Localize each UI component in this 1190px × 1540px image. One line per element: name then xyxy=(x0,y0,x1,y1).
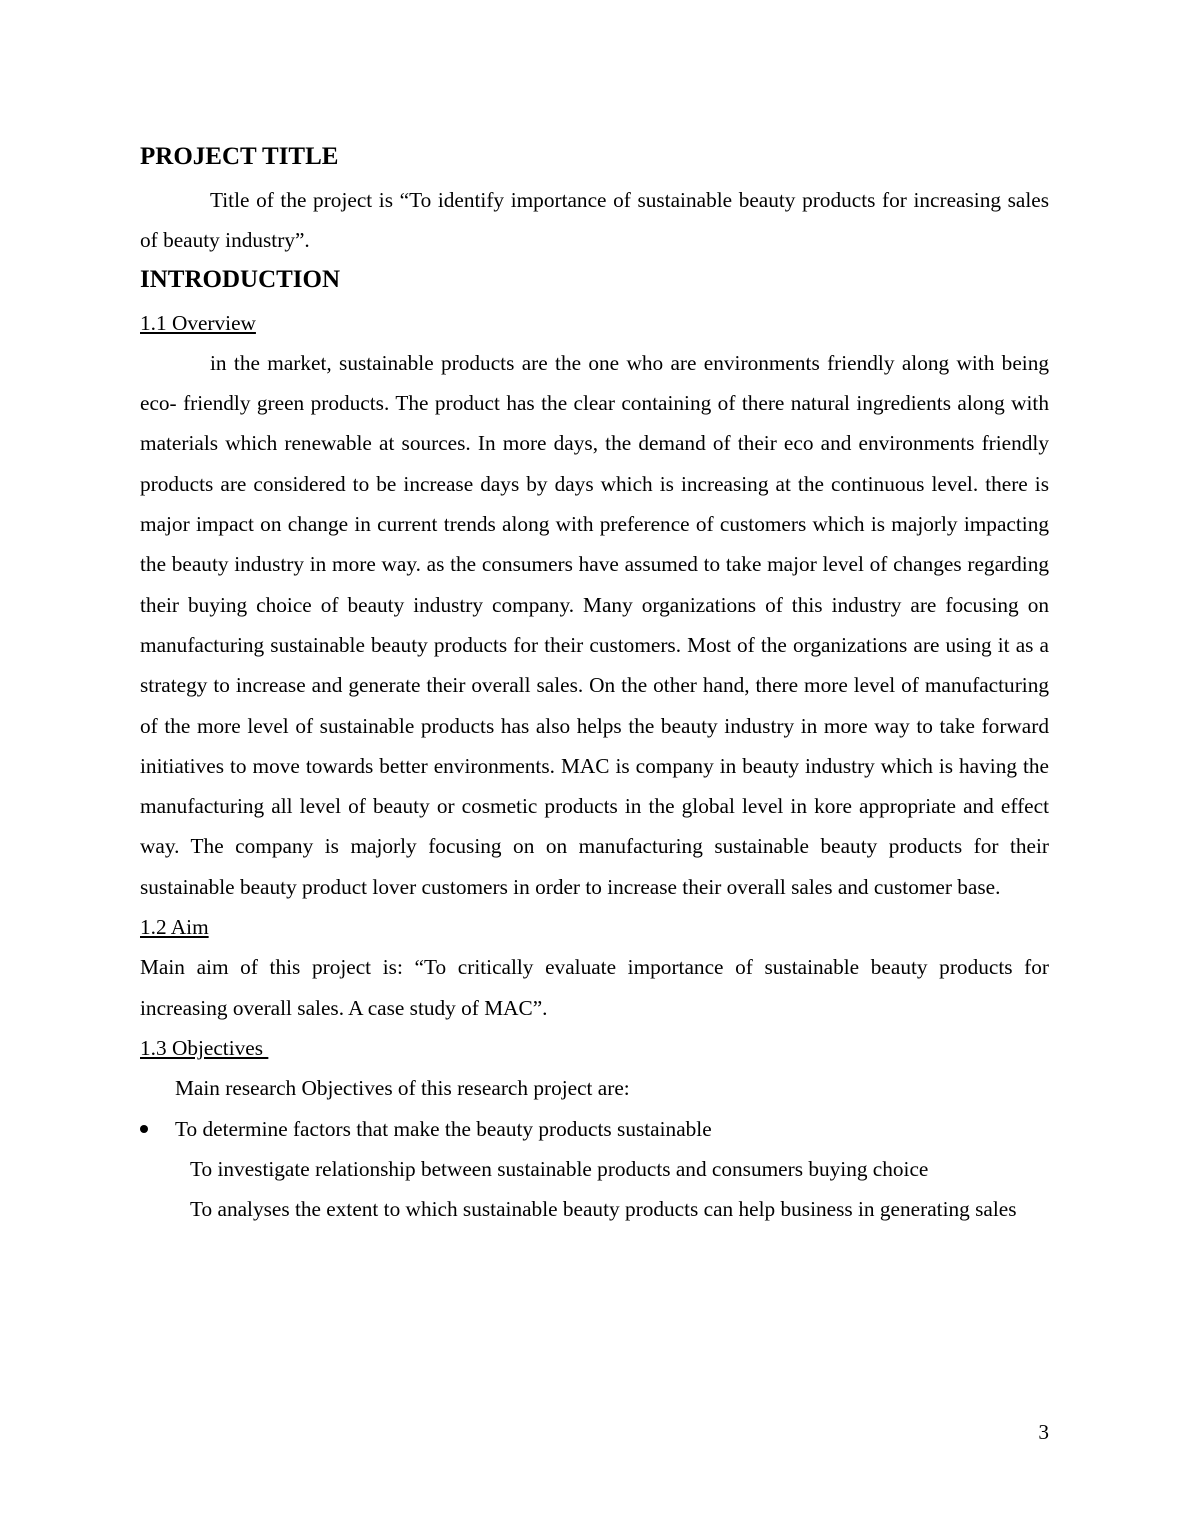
aim-subheading: 1.2 Aim xyxy=(140,915,209,940)
document-page xyxy=(140,138,1049,1229)
objective-item-3: To analyses the extent to which sustainable beauty products can help business in generating sales xyxy=(190,1197,1017,1222)
bullet-icon xyxy=(140,1125,148,1133)
objectives-subheading: 1.3 Objectives xyxy=(140,1035,269,1060)
aim-text: Main aim of this project is: “To critically evaluate importance of sustainable beauty products for increasing overall sales. A case study of MAC”. xyxy=(140,955,1049,1020)
project-title-text: Title of the project is “To identify importance of sustainable beauty products for increasing sales of beauty industry”. xyxy=(140,188,1049,253)
objective-item-1-text: To determine factors that make the beauty products sustainable xyxy=(175,1116,712,1141)
objective-item-1 xyxy=(140,1109,1049,1149)
introduction-heading: INTRODUCTION xyxy=(140,265,341,293)
objective-item-2: To investigate relationship between sustainable products and consumers buying choice xyxy=(190,1156,929,1181)
objectives-intro: Main research Objectives of this research project are: xyxy=(175,1076,630,1101)
page-number: 3 xyxy=(1038,1420,1049,1444)
project-title-heading: PROJECT TITLE xyxy=(140,143,339,170)
overview-subheading: 1.1 Overview xyxy=(140,310,256,335)
overview-text: in the market, sustainable products are the one who are environments friendly along with being eco- friendly green products. The product has the clear containing of there natural ingredients along with materials which renewable at sources. In more days, the demand of their eco and environments friendly products are considered to be increase days by days which is increasing at the continuous level. there is major impact on change in current trends along with preference of customers which is majorly impacting the beauty industry in more way. as the consumers have assumed to take major level of changes regarding their buying choice of beauty industry company. Many organizations of this industry are focusing on manufacturing sustainable beauty products for their customers. Most of the organizations are using it as a strategy to increase and generate their overall sales. On the other hand, there more level of manufacturing of the more level of sustainable products has also helps the beauty industry in more way to take forward initiatives to move towards better environments. MAC is company in beauty industry which is having the manufacturing all level of beauty or cosmetic products in the global level in kore appropriate and effect way. The company is majorly focusing on on manufacturing sustainable beauty products for their sustainable beauty product lover customers in order to increase their overall sales and customer base. xyxy=(140,350,1049,899)
